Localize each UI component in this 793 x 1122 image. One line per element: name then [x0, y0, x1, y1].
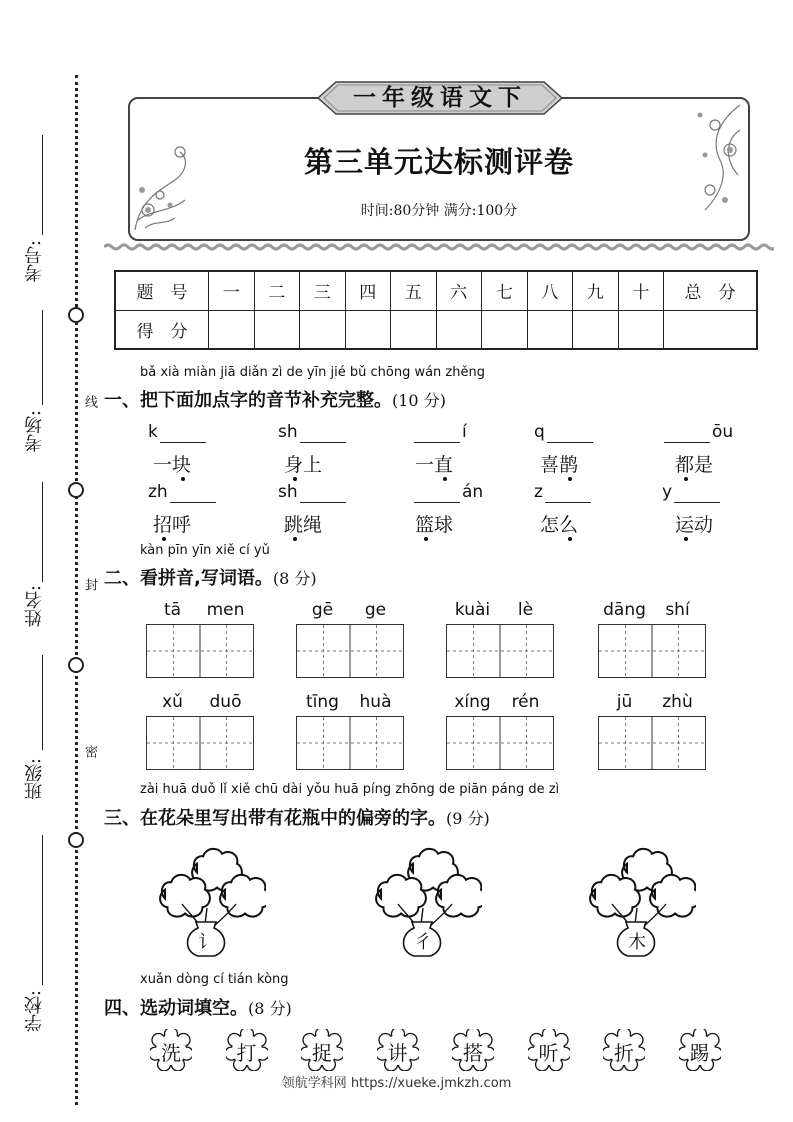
q1-heading [104, 386, 446, 412]
footer-watermark: 领航学科网 https://xueke.jmkzh.com [281, 1076, 512, 1091]
q2-pinyin-syllable: zhù [662, 692, 693, 712]
q3-title: 三、在花朵里写出带有花瓶中的偏旁的字。 [104, 808, 446, 829]
q4-title: 四、选动词填空。 [104, 998, 248, 1019]
q3-heading [104, 804, 490, 830]
q2-writing-grid[interactable] [598, 624, 706, 678]
score-table-header-cell: 九 [573, 271, 619, 310]
q4-heading [104, 994, 292, 1020]
q1-initial: y [662, 482, 673, 502]
verb-choice[interactable]: 折 [614, 1041, 634, 1065]
page-title: 第三单元达标测评卷 [303, 145, 574, 179]
q1-emphasis-dot [424, 537, 428, 541]
wavy-divider [104, 242, 774, 252]
q2-pinyin-syllable: dāng [603, 600, 646, 620]
q2-pinyin-syllable: duō [209, 692, 242, 712]
q1-title: 一、把下面加点字的音节补充完整。 [104, 390, 392, 411]
q2-pinyin-syllable: tīng [306, 692, 339, 712]
q2-pinyin: kàn pīn yīn xiě cí yǔ [140, 543, 270, 558]
q1-final: ōu [712, 422, 734, 442]
q2-pinyin-syllable: gē [311, 600, 334, 620]
q1-word: 篮球 [415, 514, 454, 536]
q1-answer-line[interactable] [170, 482, 216, 503]
q1-initial: sh [278, 482, 298, 502]
q1-syllable-blank[interactable] [148, 482, 218, 503]
q2-pinyin-syllable: tā [163, 600, 182, 620]
q1-emphasis-dot [181, 477, 185, 481]
seal-char: 封 [82, 578, 97, 591]
q3-points: (9 分) [446, 809, 490, 828]
q4-points: (8 分) [248, 999, 292, 1018]
q1-answer-line[interactable] [160, 422, 206, 443]
q2-pinyin-syllable: jū [616, 692, 633, 712]
verb-choice[interactable]: 洗 [161, 1041, 181, 1065]
q1-answer-line[interactable] [414, 482, 460, 503]
q1-answer-line[interactable] [674, 482, 720, 503]
q1-syllable-blank[interactable] [278, 422, 348, 443]
binding-dotted-line [75, 75, 78, 1105]
score-table-header-cell: 十 [618, 271, 664, 310]
q1-emphasis-dot [443, 477, 447, 481]
score-table-header-cell: 六 [436, 271, 482, 310]
q1-points: (10 分) [392, 391, 446, 410]
score-cell[interactable] [436, 310, 482, 349]
vase-radical: 讠 [198, 932, 216, 953]
seal-line-char: 线 [82, 395, 97, 408]
q1-word: 跳绳 [284, 514, 323, 536]
q2-pinyin-syllable: kuài [454, 600, 491, 620]
score-cell[interactable] [209, 310, 255, 349]
q2-pinyin-syllable: shí [665, 600, 690, 620]
q1-word: 都是 [675, 454, 714, 476]
exam-room-line [42, 310, 43, 405]
score-table-header-cell: 四 [345, 271, 391, 310]
q1-word: 运动 [675, 514, 714, 536]
q2-pinyin-syllable: xíng [454, 692, 491, 712]
score-table-header-cell: 题 号 [115, 271, 209, 310]
q1-initial: q [534, 422, 545, 442]
verb-choice[interactable]: 打 [236, 1041, 257, 1065]
q1-syllable-blank[interactable] [534, 482, 593, 503]
q4-pinyin: xuǎn dòng cí tián kòng [140, 972, 289, 987]
school-label: 学校: [24, 990, 45, 1033]
score-table-score-row [115, 310, 757, 349]
q1-emphasis-dot [684, 477, 688, 481]
q2-pinyin-syllable: xǔ [162, 692, 183, 712]
q2-writing-grid[interactable] [446, 716, 554, 770]
verb-choice[interactable]: 听 [538, 1041, 559, 1065]
binding-ring [68, 832, 84, 848]
exam-time-and-score: 时间:80分钟 满分:100分 [360, 203, 518, 219]
q1-syllable-blank[interactable] [412, 482, 483, 503]
score-cell[interactable] [254, 310, 300, 349]
score-table-header-cell: 三 [300, 271, 346, 310]
class-line [42, 655, 43, 750]
q1-syllable-blank[interactable] [412, 422, 467, 443]
q2-pinyin-syllable: ge [364, 600, 387, 620]
q1-word: 招呼 [153, 514, 192, 536]
score-table-header-cell: 总 分 [664, 271, 758, 310]
q2-pinyin-syllable: lè [517, 600, 534, 620]
q1-word: 一直 [415, 454, 454, 476]
verb-choice[interactable]: 踢 [689, 1041, 710, 1065]
q2-writing-grid[interactable] [296, 624, 404, 678]
vase-radical: 彳 [414, 932, 432, 953]
q1-initial: sh [278, 422, 298, 442]
q1-answer-line[interactable] [664, 422, 710, 443]
q1-answer-line[interactable] [547, 422, 593, 443]
score-table-header-cell: 七 [482, 271, 528, 310]
binding-ring [68, 307, 84, 323]
exam-number-label: 考号: [24, 240, 45, 283]
q1-word: 喜鹊 [540, 454, 579, 476]
binding-ring [68, 657, 84, 673]
q1-word: 怎么 [540, 514, 579, 536]
q1-emphasis-dot [684, 537, 688, 541]
name-label: 姓名: [24, 585, 45, 628]
q1-pinyin: bǎ xià miàn jiā diǎn zì de yīn jié bǔ chōng wán zhěng [140, 365, 485, 380]
binding-ring [68, 482, 84, 498]
q1-emphasis-dot [568, 477, 572, 481]
exam-number-line [42, 135, 43, 235]
q1-syllable-blank[interactable] [662, 422, 733, 443]
score-cell[interactable] [300, 310, 346, 349]
score-table [114, 270, 758, 350]
q1-initial: z [534, 482, 543, 502]
q1-answer-line[interactable] [414, 422, 460, 443]
q1-emphasis-dot [568, 537, 572, 541]
q2-pinyin-syllable: rén [511, 692, 540, 712]
score-table-header-cell: 五 [391, 271, 437, 310]
exam-room-label: 考场: [24, 410, 45, 453]
q1-final: í [462, 422, 467, 442]
q2-writing-grid[interactable] [598, 716, 706, 770]
q2-writing-grid[interactable] [146, 716, 254, 770]
q1-emphasis-dot [293, 477, 297, 481]
score-table-row-label: 得 分 [115, 310, 209, 349]
score-table-header-cell: 八 [527, 271, 573, 310]
q3-pinyin: zài huā duǒ lǐ xiě chū dài yǒu huā píng zhōng de piān páng de zì [140, 782, 560, 797]
q1-emphasis-dot [293, 537, 297, 541]
vase-radical: 木 [628, 932, 646, 953]
q1-answer-line[interactable] [300, 422, 346, 443]
score-cell[interactable] [391, 310, 437, 349]
score-cell[interactable] [573, 310, 619, 349]
q2-pinyin-syllable: men [206, 600, 245, 620]
verb-choice[interactable]: 讲 [387, 1041, 408, 1065]
score-table-header-cell: 一 [209, 271, 255, 310]
q1-syllable-blank[interactable] [148, 422, 208, 443]
q2-writing-grid[interactable] [446, 624, 554, 678]
q2-writing-grid[interactable] [146, 624, 254, 678]
score-cell[interactable] [482, 310, 528, 349]
q1-emphasis-dot [162, 537, 166, 541]
class-label: 班级: [24, 758, 45, 801]
score-table-header-cell: 二 [254, 271, 300, 310]
q1-initial: zh [148, 482, 168, 502]
score-table-header-row [115, 271, 757, 310]
q1-syllable-blank[interactable] [534, 422, 595, 443]
seal-secret-char: 密 [82, 745, 97, 758]
q1-word: 一块 [153, 454, 192, 476]
q1-answer-line[interactable] [545, 482, 591, 503]
score-cell[interactable] [527, 310, 573, 349]
q2-points: (8 分) [272, 569, 317, 588]
q1-initial: k [148, 422, 158, 442]
name-line [42, 482, 43, 582]
score-cell[interactable] [664, 310, 758, 349]
verb-choice[interactable]: 搭 [463, 1041, 483, 1065]
score-cell[interactable] [345, 310, 391, 349]
q1-syllable-blank[interactable] [278, 482, 348, 503]
q2-heading [104, 564, 317, 590]
school-line [42, 835, 43, 985]
q1-answer-line[interactable] [300, 482, 346, 503]
q2-pinyin-syllable: huà [359, 692, 392, 712]
q2-writing-grid[interactable] [296, 716, 404, 770]
q1-final: án [462, 482, 484, 502]
grade-banner-text: 一年级语文下 [353, 85, 527, 111]
score-cell[interactable] [618, 310, 664, 349]
verb-choice[interactable]: 捉 [312, 1041, 332, 1065]
q1-syllable-blank[interactable] [662, 482, 722, 503]
q2-title: 二、看拼音,写词语。 [104, 568, 273, 589]
q1-word: 身上 [284, 454, 323, 476]
